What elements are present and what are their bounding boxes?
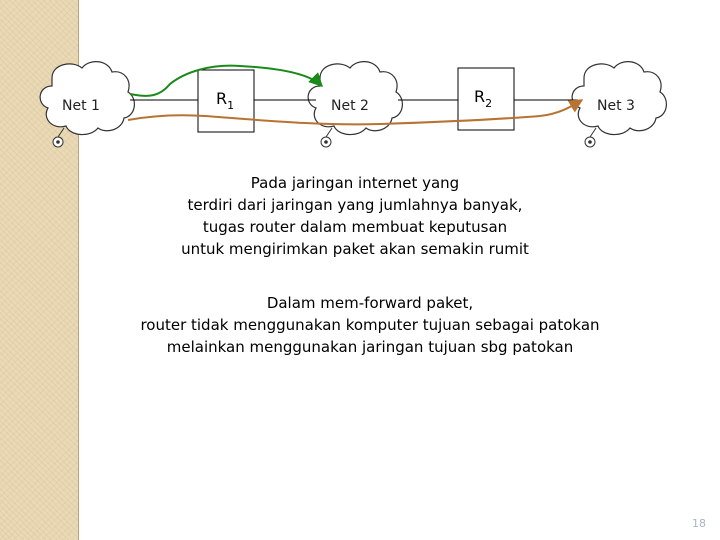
net3-label: Net 3: [597, 98, 635, 114]
paragraph-1-line: tugas router dalam membuat keputusan: [202, 218, 508, 236]
paragraph-1-line: terdiri dari jaringan yang jumlahnya banyak,: [187, 196, 523, 214]
router-r2-label: $R_2$: [474, 87, 493, 110]
page-number: 18: [692, 517, 706, 530]
paragraph-1: [120, 172, 590, 260]
paragraph-2-line: router tidak menggunakan komputer tujuan sebagai patokan: [140, 316, 600, 334]
paragraph-2-line: melainkan menggunakan jaringan tujuan sbg patokan: [166, 338, 574, 356]
net1-label: Net 1: [62, 98, 100, 114]
net2-label: Net 2: [331, 98, 369, 114]
paragraph-1-line: untuk mengirimkan paket akan semakin rumit: [181, 240, 529, 258]
paragraph-1-line: Pada jaringan internet yang: [250, 174, 460, 192]
paragraph-2-line: Dalam mem-forward paket,: [266, 294, 474, 312]
router-r1-label: $R_1$: [216, 89, 235, 112]
paragraph-2: [90, 292, 650, 358]
